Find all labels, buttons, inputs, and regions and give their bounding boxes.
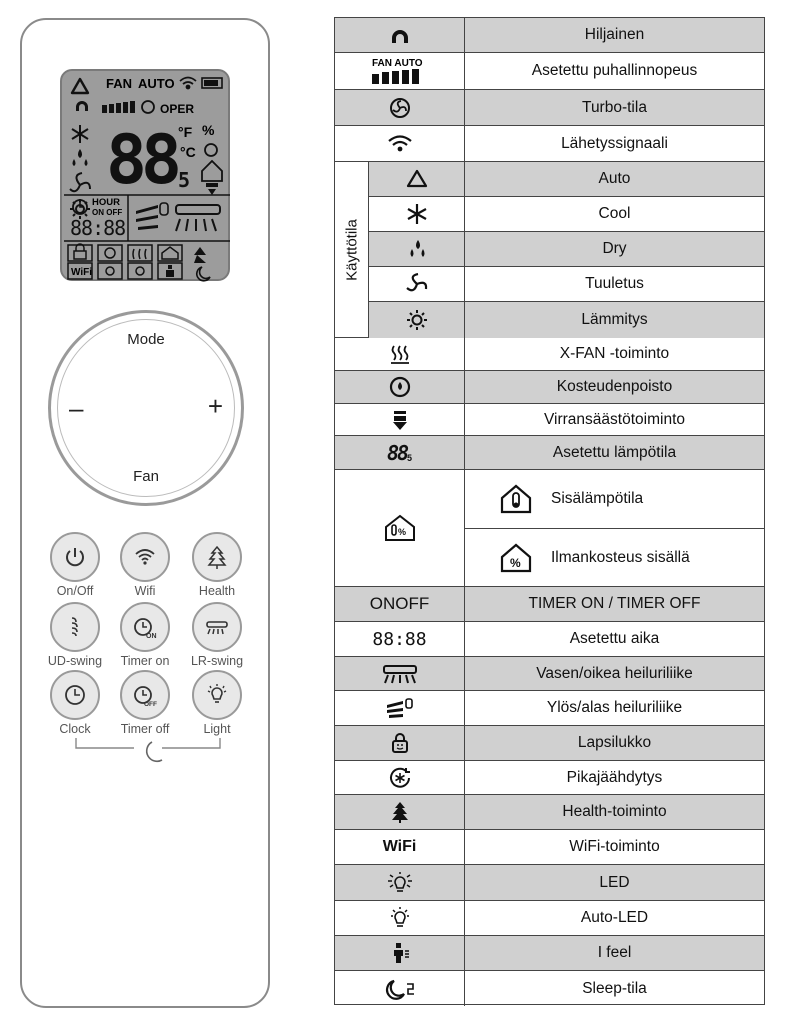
timer-on-button[interactable] — [120, 602, 170, 652]
ud-swing-icon — [62, 614, 88, 640]
indoor-icon — [383, 513, 417, 543]
child-lock-icon — [387, 732, 413, 754]
legend-row-health — [335, 795, 764, 830]
lcd-quick-cool-icon — [105, 248, 115, 258]
light-button[interactable] — [192, 670, 242, 720]
timer-on-badge: ON — [146, 633, 157, 640]
lr-swing-icon — [382, 663, 418, 685]
lcd-segments — [62, 71, 232, 283]
legend-row-auto-led — [335, 901, 764, 936]
legend-text: Asetettu aika — [569, 630, 660, 647]
timer-on-icon — [132, 614, 158, 640]
legend-row-ud-swing — [335, 691, 764, 726]
ud-swing-label: UD-swing — [47, 654, 103, 668]
remote-control — [20, 18, 270, 1008]
lcd-fahrenheit: °F — [178, 124, 193, 140]
wifi-text: WiFi — [335, 830, 465, 864]
sleep-combo-bracket — [74, 738, 222, 768]
i-feel-icon — [387, 942, 413, 964]
lcd-turbo-icon — [142, 101, 154, 113]
lcd-house-icon — [162, 247, 178, 259]
power-icon — [62, 544, 88, 570]
lcd-celsius: °C — [180, 144, 196, 160]
legend-text: Lämmitys — [581, 311, 648, 328]
auto-icon — [404, 168, 430, 190]
legend-text: Dry — [602, 240, 627, 257]
heat-icon — [404, 309, 430, 331]
auto-led-icon — [385, 907, 415, 929]
legend-text: X-FAN -toiminto — [559, 345, 670, 362]
dehumidify-icon — [387, 376, 413, 398]
lcd-power-save-icon — [206, 183, 218, 195]
legend-table — [334, 17, 765, 1005]
legend-row-set-temp — [335, 436, 764, 470]
lcd-lock-icon — [74, 251, 86, 259]
legend-row-turbo — [335, 90, 764, 126]
legend-row-dry — [369, 232, 764, 267]
legend-row-quiet — [335, 18, 764, 53]
legend-row-quick-cool — [335, 761, 764, 795]
ud-swing-icon — [385, 697, 415, 719]
legend-text: Ylös/alas heiluriliike — [546, 699, 683, 716]
legend-text: Ilmankosteus sisällä — [551, 549, 690, 567]
lcd-temperature: 88 — [106, 121, 176, 200]
legend-row-auto — [369, 162, 764, 197]
moon-icon — [147, 742, 162, 761]
lcd-time: 88:88 — [70, 216, 126, 240]
lcd-cool-icon — [72, 125, 88, 143]
cool-icon — [404, 203, 430, 225]
legend-text: Cool — [598, 205, 631, 222]
lcd-percent: % — [202, 122, 215, 138]
legend-text: Tuuletus — [585, 275, 644, 292]
legend-row-cool — [369, 197, 764, 232]
health-icon — [387, 801, 413, 823]
lcd-led-icon — [106, 267, 114, 275]
dry-icon — [404, 238, 430, 260]
lcd-sleep-icon — [197, 267, 210, 281]
lcd-lr-swing-icon — [176, 205, 220, 231]
light-icon — [204, 682, 230, 708]
ud-swing-button[interactable] — [50, 602, 100, 652]
dial-mode-label[interactable]: Mode — [127, 331, 165, 348]
legend-row-child-lock — [335, 726, 764, 761]
set-temp-icon-sub: 5 — [407, 452, 413, 463]
indoor-humidity-icon — [499, 542, 533, 574]
timer-off-badge: OFF — [144, 701, 157, 708]
legend-text: Lähetyssignaali — [561, 134, 668, 152]
timer-off-icon — [132, 682, 158, 708]
legend-text: I feel — [597, 944, 632, 961]
fan-icon — [404, 273, 430, 295]
health-button[interactable] — [192, 532, 242, 582]
legend-text: Sleep-tila — [582, 979, 647, 997]
clock-label: Clock — [59, 722, 91, 736]
onoff-text: ONOFF — [335, 587, 465, 621]
clock-button[interactable] — [50, 670, 100, 720]
lcd-oper-label: OPER — [160, 102, 195, 116]
lcd-ud-swing-icon — [136, 205, 158, 230]
legend-text: Auto — [598, 170, 631, 187]
lcd-fan-mode-icon — [70, 173, 90, 191]
lcd-fan-label: FAN — [106, 76, 132, 91]
legend-row-heat — [369, 302, 764, 338]
led-icon — [385, 872, 415, 894]
lcd-speed-bars — [102, 101, 135, 113]
lcd-on-off-label: ON OFF — [92, 208, 123, 217]
legend-text: LED — [599, 873, 630, 891]
quiet-icon — [387, 24, 413, 46]
lcd-dry-icon — [73, 149, 88, 166]
tree-icon — [204, 544, 230, 570]
legend-text: Kosteudenpoisto — [556, 378, 673, 395]
legend-row-wifi — [335, 830, 764, 865]
legend-row-lr-swing — [335, 657, 764, 691]
timer-on-label: Timer on — [120, 654, 170, 668]
dial-plus-label[interactable]: + — [207, 391, 223, 421]
legend-row-fan-speed — [335, 53, 764, 90]
lcd-temperature-half: 5 — [178, 168, 191, 192]
clock-icon — [62, 682, 88, 708]
legend-row-sleep — [335, 971, 764, 1006]
legend-text: Pikajäähdytys — [566, 768, 663, 786]
quick-cool-icon — [387, 767, 413, 789]
time-text: 88:88 — [335, 622, 465, 656]
lcd-auto-led-icon — [136, 267, 144, 275]
legend-text: Hiljainen — [584, 26, 645, 43]
power-save-icon — [387, 409, 413, 431]
legend-text: TIMER ON / TIMER OFF — [528, 595, 701, 612]
lr-swing-label: LR-swing — [190, 654, 244, 668]
fan-speed-icon — [370, 56, 430, 86]
dial-minus-label[interactable]: – — [69, 393, 84, 423]
legend-text: Virransäästötoiminto — [543, 410, 685, 428]
mode-dial[interactable] — [48, 310, 244, 506]
svg-text:%: % — [510, 556, 521, 570]
legend-row-indoor — [335, 470, 764, 587]
legend-row-led — [335, 865, 764, 901]
indoor-temp-icon — [499, 483, 533, 515]
wifi-button[interactable] — [120, 532, 170, 582]
legend-mode-group — [335, 162, 764, 338]
lcd-i-feel-icon — [166, 265, 174, 277]
wifi-label: Wifi — [134, 584, 156, 598]
xfan-icon — [387, 343, 413, 365]
lcd-dehumidify-icon — [205, 144, 217, 156]
signal-icon — [387, 133, 413, 155]
legend-text: Turbo-tila — [582, 98, 647, 116]
lcd-display — [60, 69, 230, 281]
legend-text: Lapsilukko — [577, 734, 652, 751]
lcd-signal-icon — [180, 78, 196, 89]
legend-text: Health-toiminto — [562, 803, 667, 820]
lr-swing-icon — [204, 614, 230, 640]
lcd-health-icon — [194, 247, 206, 263]
light-label: Light — [203, 722, 231, 736]
legend-text: Auto-LED — [580, 909, 649, 926]
dial-fan-label[interactable]: Fan — [133, 468, 159, 485]
turbo-icon — [387, 97, 413, 119]
on-off-label: On/Off — [56, 584, 94, 598]
lcd-hour-label: HOUR — [92, 197, 120, 208]
fan-speed-icon-text: FAN AUTO — [371, 58, 423, 69]
timer-off-button[interactable] — [120, 670, 170, 720]
lcd-xfan-icon — [133, 249, 146, 259]
legend-row-fan — [369, 267, 764, 302]
on-off-button[interactable] — [50, 532, 100, 582]
legend-text: WiFi-toiminto — [569, 838, 660, 855]
health-label: Health — [198, 584, 236, 598]
lr-swing-button[interactable] — [192, 602, 242, 652]
legend-row-i-feel — [335, 936, 764, 971]
lcd-indoor-icon — [202, 161, 222, 181]
lcd-quiet-icon — [76, 101, 88, 111]
svg-text:%: % — [397, 527, 406, 537]
legend-row-dehumidify — [335, 371, 764, 404]
legend-row-xfan — [335, 338, 764, 371]
set-temp-icon: 88 — [386, 440, 408, 465]
wifi-icon — [132, 544, 158, 570]
lcd-wifi-label: WiFi — [71, 267, 93, 278]
sleep-icon — [383, 978, 417, 1000]
legend-text: Vasen/oikea heiluriliike — [536, 664, 693, 682]
legend-text: Sisälämpötila — [551, 490, 644, 508]
mode-group-label: Käyttötila — [343, 218, 360, 281]
lcd-auto-label: AUTO — [138, 76, 175, 91]
legend-text: Asetettu puhallinnopeus — [531, 62, 698, 79]
legend-row-power-save — [335, 404, 764, 436]
legend-row-time — [335, 622, 764, 657]
legend-row-timer — [335, 587, 764, 622]
lcd-auto-icon — [72, 79, 88, 93]
legend-row-signal — [335, 126, 764, 162]
legend-text: Asetettu lämpötila — [552, 443, 677, 461]
timer-off-label: Timer off — [120, 722, 170, 736]
